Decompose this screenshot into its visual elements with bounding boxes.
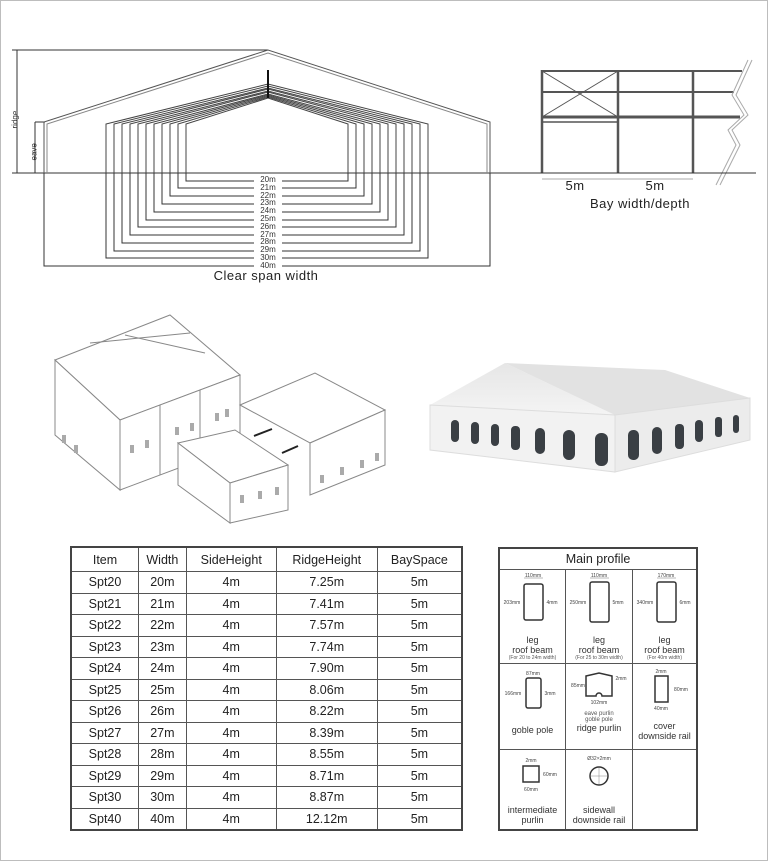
rect-profile-icon <box>633 570 696 630</box>
cell-item: Spt30 <box>71 787 139 809</box>
span-label: 25m <box>260 213 276 223</box>
profile-label: purlin <box>521 815 544 825</box>
cell-bay-space: 5m <box>377 744 462 766</box>
cell-width: 25m <box>139 679 187 701</box>
cell-ridge-height: 7.41m <box>276 593 377 615</box>
cell-side-height: 4m <box>186 701 276 723</box>
cell-ridge-height: 8.55m <box>276 744 377 766</box>
svg-text:340mm: 340mm <box>636 600 654 606</box>
bay-width-2: 5m <box>645 178 665 193</box>
span-label: 24m <box>260 206 276 216</box>
span-label: 27m <box>260 229 276 239</box>
table-header-row <box>71 547 462 572</box>
profile-cell-leg-small <box>500 570 566 664</box>
cell-item: Spt26 <box>71 701 139 723</box>
profile-label: downside rail <box>572 815 626 825</box>
cell-width: 24m <box>139 658 187 680</box>
profile-label: goble pole <box>585 717 613 723</box>
svg-text:2mm: 2mm <box>655 669 667 675</box>
cell-ridge-height: 8.71m <box>276 765 377 787</box>
profile-note: (For 40m width) <box>646 655 682 661</box>
cell-side-height: 4m <box>186 658 276 680</box>
cell-bay-space: 5m <box>377 615 462 637</box>
cell-width: 30m <box>139 787 187 809</box>
ridge-label: ridge <box>10 110 20 129</box>
profile-cell-goble-pole <box>500 664 566 750</box>
cell-width: 28m <box>139 744 187 766</box>
cell-item: Spt24 <box>71 658 139 680</box>
header-ridge-height: RidgeHeight <box>276 547 377 572</box>
span-label: 23m <box>260 198 276 208</box>
profile-label: leg <box>526 635 539 645</box>
table-row <box>71 744 462 766</box>
cell-bay-space: 5m <box>377 765 462 787</box>
rect-profile-icon <box>566 570 633 630</box>
cell-bay-space: 5m <box>377 593 462 615</box>
span-label: 40m <box>260 260 276 270</box>
cell-ridge-height: 8.22m <box>276 701 377 723</box>
profile-cell-purlin <box>566 664 633 750</box>
svg-text:80mm: 80mm <box>674 687 688 693</box>
svg-text:110mm: 110mm <box>590 573 608 579</box>
span-label: 22m <box>260 190 276 200</box>
cell-side-height: 4m <box>186 593 276 615</box>
profile-label: eave purlin <box>584 711 614 717</box>
purlin-profile-icon <box>566 664 633 706</box>
cell-item: Spt23 <box>71 636 139 658</box>
cell-side-height: 4m <box>186 636 276 658</box>
cell-side-height: 4m <box>186 765 276 787</box>
header-item: Item <box>71 547 139 572</box>
cell-ridge-height: 7.25m <box>276 572 377 594</box>
svg-text:60mm: 60mm <box>524 787 538 793</box>
svg-text:85mm: 85mm <box>571 683 585 689</box>
main-profile-panel <box>498 547 698 831</box>
header-width: Width <box>139 547 187 572</box>
clear-span-caption: Clear span width <box>213 268 319 283</box>
bay-width-1: 5m <box>565 178 585 193</box>
eave-label: eave <box>29 143 39 161</box>
cell-side-height: 4m <box>186 744 276 766</box>
rect-profile-icon <box>633 664 696 716</box>
cell-ridge-height: 7.57m <box>276 615 377 637</box>
profile-label: leg <box>592 635 605 645</box>
svg-text:60mm: 60mm <box>543 772 557 778</box>
profile-label: leg <box>658 635 671 645</box>
svg-text:110mm: 110mm <box>524 573 542 579</box>
cell-side-height: 4m <box>186 722 276 744</box>
rect-profile-icon <box>500 570 566 630</box>
svg-text:6mm: 6mm <box>679 600 691 606</box>
cell-bay-space: 5m <box>377 658 462 680</box>
svg-text:166mm: 166mm <box>504 691 522 697</box>
cell-item: Spt20 <box>71 572 139 594</box>
bay-caption: Bay width/depth <box>589 196 690 211</box>
cell-item: Spt21 <box>71 593 139 615</box>
cell-bay-space: 5m <box>377 572 462 594</box>
cell-bay-space: 5m <box>377 679 462 701</box>
svg-text:4mm: 4mm <box>546 600 558 606</box>
profile-label: downside rail <box>638 731 691 741</box>
tent-photo <box>425 330 755 480</box>
profile-cell-leg-large <box>633 570 696 664</box>
svg-text:102mm: 102mm <box>590 700 608 706</box>
cell-side-height: 4m <box>186 808 276 830</box>
span-label: 21m <box>260 182 276 192</box>
table-row <box>71 722 462 744</box>
span-label: 26m <box>260 221 276 231</box>
modular-tent-isometric <box>30 305 400 525</box>
svg-text:3mm: 3mm <box>544 691 556 697</box>
cell-side-height: 4m <box>186 572 276 594</box>
profile-label: intermediate <box>507 805 558 815</box>
square-profile-icon <box>500 750 566 800</box>
profile-note: (For 20 to 24m width) <box>508 655 557 661</box>
profile-cell-sidewall-rail <box>566 750 633 829</box>
svg-text:2mm: 2mm <box>525 758 537 764</box>
cell-bay-space: 5m <box>377 701 462 723</box>
header-side-height: SideHeight <box>186 547 276 572</box>
span-label: 28m <box>260 237 276 247</box>
svg-text:2mm: 2mm <box>615 676 627 682</box>
profile-label: roof beam <box>578 645 620 655</box>
cell-bay-space: 5m <box>377 808 462 830</box>
profile-cell-leg-medium <box>566 570 633 664</box>
table-row <box>71 572 462 594</box>
profile-note: (For 25 to 30m width) <box>575 655 623 661</box>
table-row <box>71 593 462 615</box>
cell-item: Spt29 <box>71 765 139 787</box>
profile-label: ridge purlin <box>576 723 622 733</box>
profile-cell-cover-rail <box>633 664 696 750</box>
cell-ridge-height: 7.90m <box>276 658 377 680</box>
cell-width: 20m <box>139 572 187 594</box>
cell-width: 22m <box>139 615 187 637</box>
cell-width: 23m <box>139 636 187 658</box>
cell-ridge-height: 8.06m <box>276 679 377 701</box>
cell-ridge-height: 8.87m <box>276 787 377 809</box>
profile-label: roof beam <box>512 645 553 655</box>
cell-bay-space: 5m <box>377 722 462 744</box>
svg-text:203mm: 203mm <box>503 600 521 606</box>
table-row <box>71 679 462 701</box>
svg-text:Ø32×2mm: Ø32×2mm <box>587 756 611 762</box>
cell-item: Spt22 <box>71 615 139 637</box>
cell-width: 40m <box>139 808 187 830</box>
svg-text:5mm: 5mm <box>612 600 624 606</box>
span-labels <box>254 176 282 270</box>
spec-table <box>70 546 463 831</box>
profile-cell-empty <box>633 750 696 829</box>
cell-bay-space: 5m <box>377 636 462 658</box>
span-label: 20m <box>260 175 276 184</box>
header-bay-space: BaySpace <box>377 547 462 572</box>
profile-label: goble pole <box>511 725 554 735</box>
svg-text:250mm: 250mm <box>569 600 587 606</box>
table-row <box>71 701 462 723</box>
span-label: 30m <box>260 252 276 262</box>
cell-width: 29m <box>139 765 187 787</box>
span-label: 29m <box>260 245 276 255</box>
cell-bay-space: 5m <box>377 787 462 809</box>
rect-profile-icon <box>500 664 566 720</box>
cell-item: Spt28 <box>71 744 139 766</box>
svg-text:40mm: 40mm <box>654 706 668 712</box>
cell-width: 27m <box>139 722 187 744</box>
table-row <box>71 787 462 809</box>
cell-width: 26m <box>139 701 187 723</box>
cell-ridge-height: 7.74m <box>276 636 377 658</box>
cell-item: Spt25 <box>71 679 139 701</box>
table-row <box>71 658 462 680</box>
svg-text:87mm: 87mm <box>526 671 540 677</box>
profile-cell-intermediate-purlin <box>500 750 566 829</box>
cell-width: 21m <box>139 593 187 615</box>
table-row <box>71 808 462 830</box>
cell-side-height: 4m <box>186 787 276 809</box>
svg-text:170mm: 170mm <box>657 573 675 579</box>
cell-item: Spt27 <box>71 722 139 744</box>
profile-label: sidewall <box>582 805 615 815</box>
cell-side-height: 4m <box>186 615 276 637</box>
main-profile-title: Main profile <box>500 549 696 570</box>
profile-label: cover <box>653 721 676 731</box>
round-tube-icon <box>566 750 633 800</box>
cell-ridge-height: 12.12m <box>276 808 377 830</box>
table-row <box>71 615 462 637</box>
table-row <box>71 765 462 787</box>
profile-label: roof beam <box>644 645 685 655</box>
cell-side-height: 4m <box>186 679 276 701</box>
cell-ridge-height: 8.39m <box>276 722 377 744</box>
table-row <box>71 636 462 658</box>
cell-item: Spt40 <box>71 808 139 830</box>
